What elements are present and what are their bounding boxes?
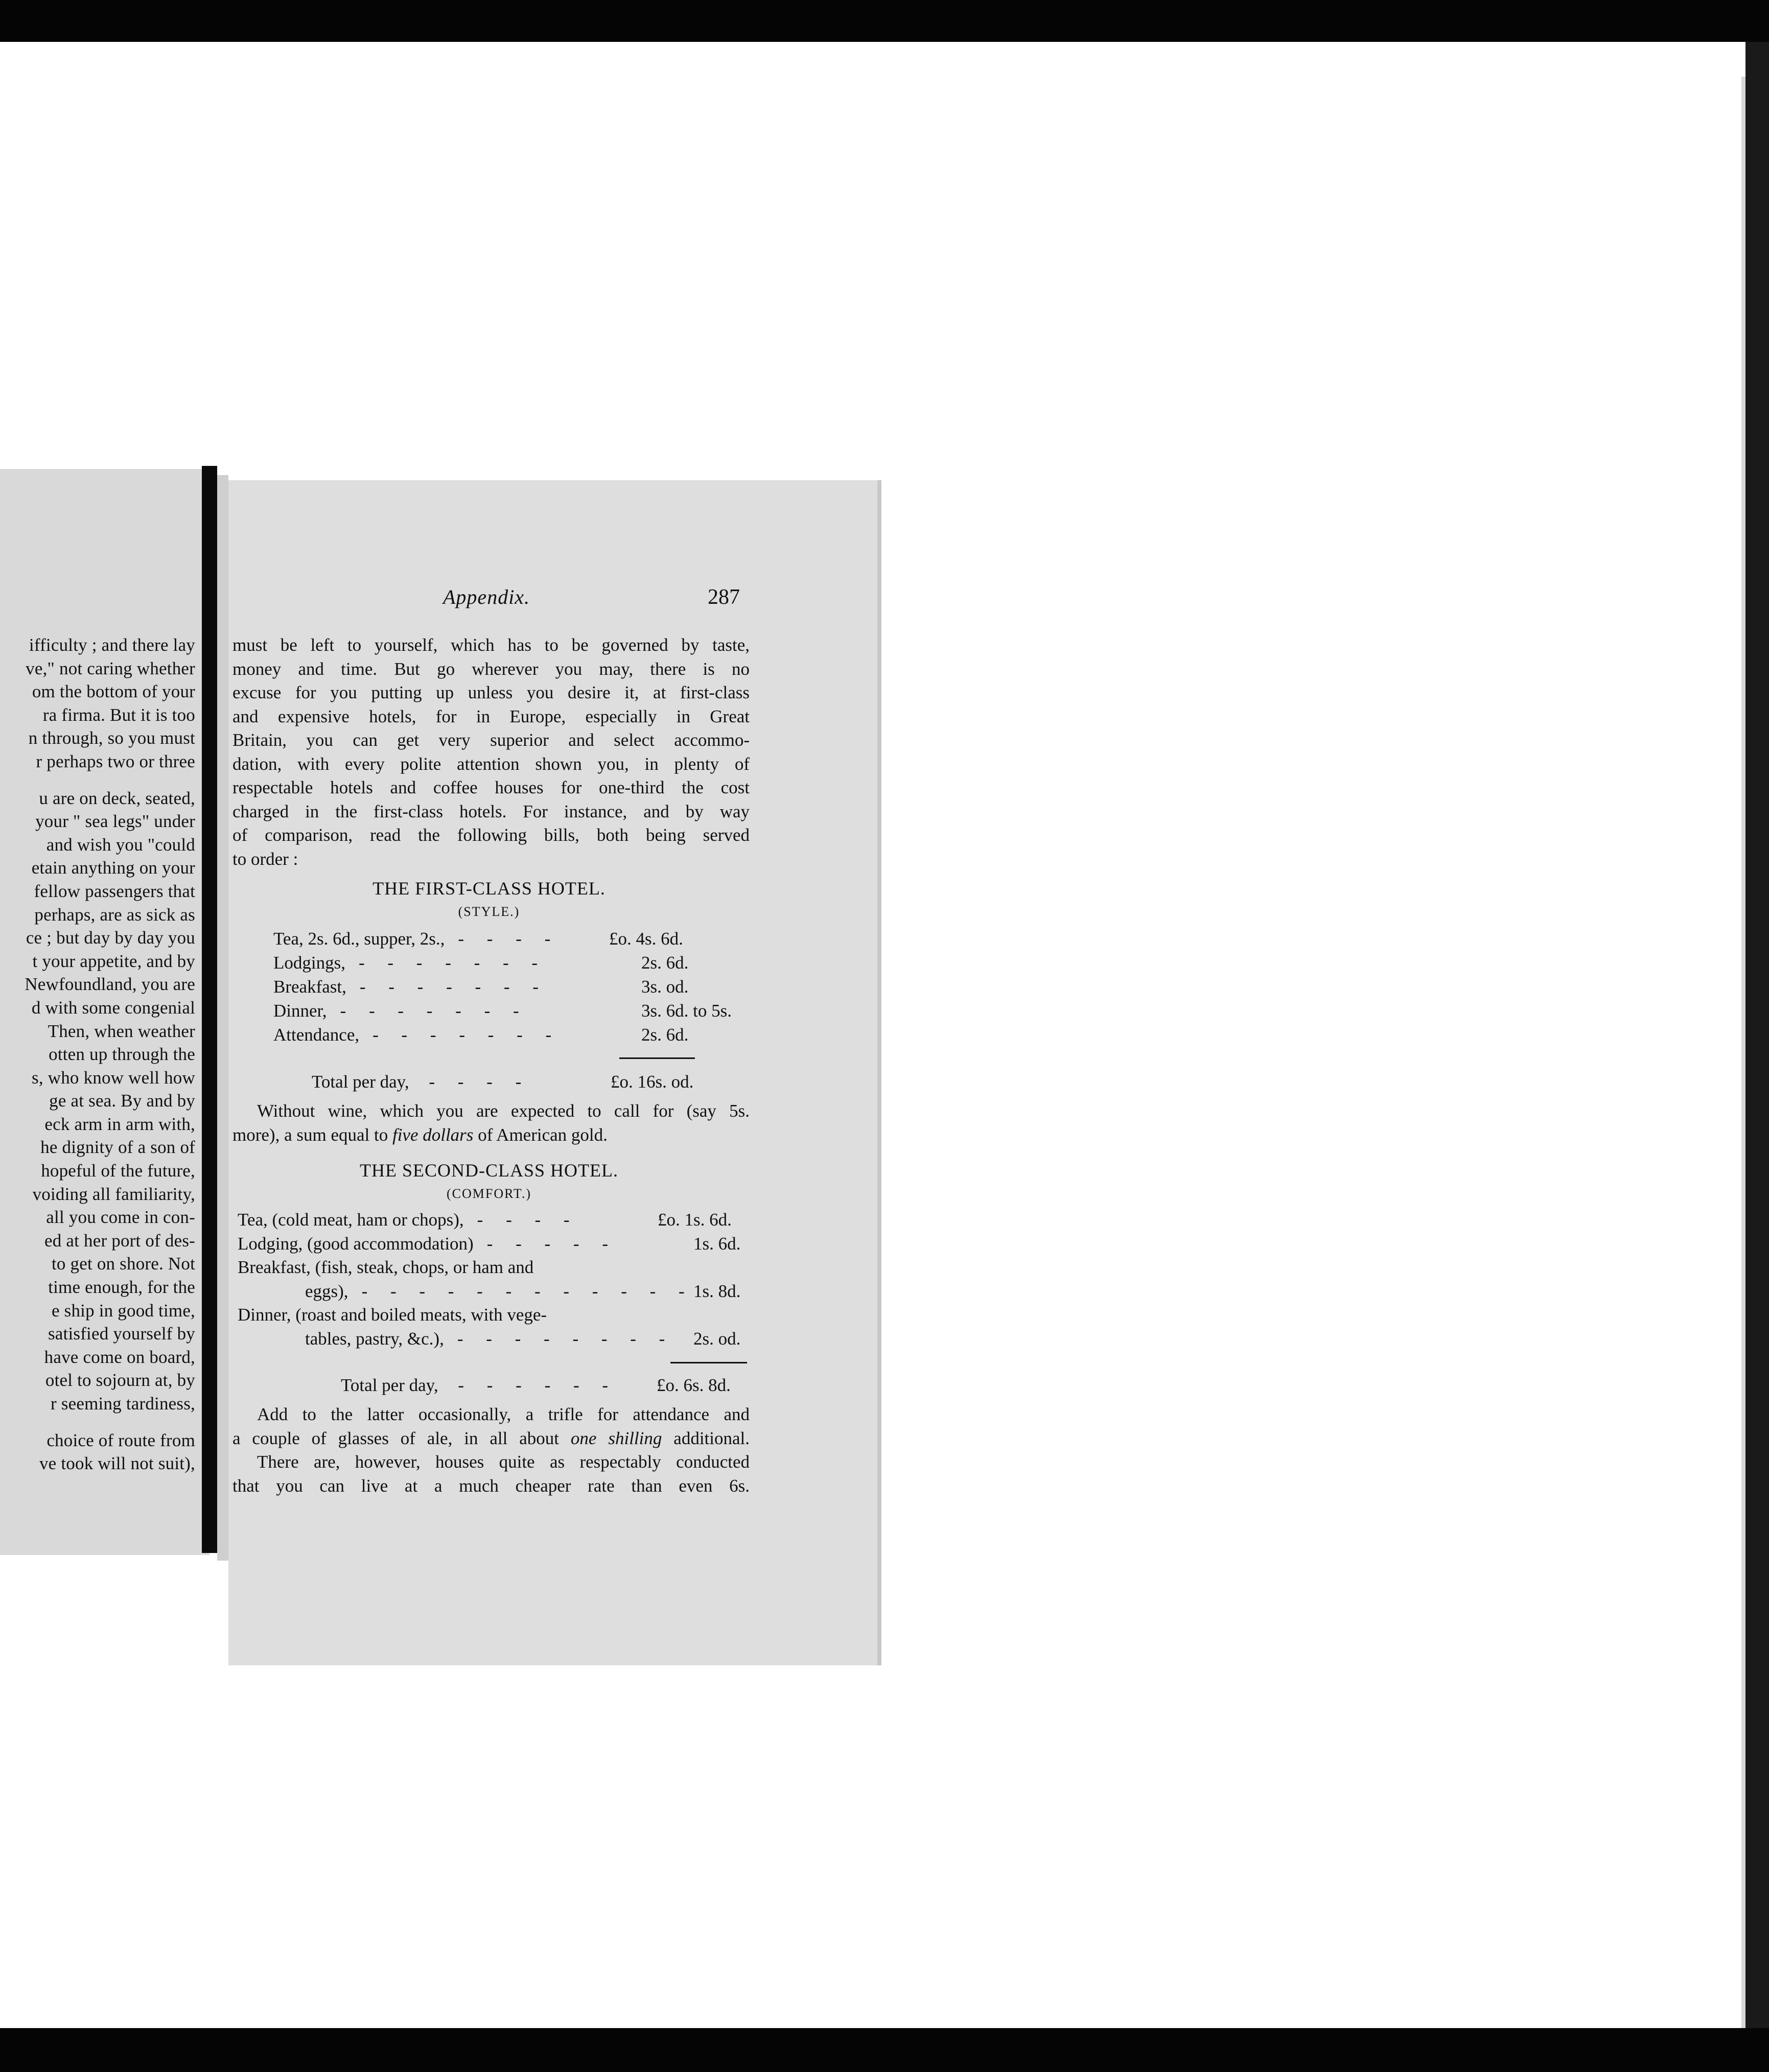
paragraph-gap	[0, 773, 195, 787]
bill-amount: 3s. od.	[641, 977, 689, 997]
left-page-line: om the bottom of your	[32, 681, 195, 702]
second-class-total-amount: £o. 6s. 8d.	[657, 1375, 731, 1395]
left-page-line: to get on shore. Not	[51, 1254, 195, 1274]
left-page-line: otel to sojourn at, by	[45, 1370, 195, 1391]
bill-amount: 1s. 8d.	[693, 1281, 741, 1301]
running-head	[228, 585, 750, 616]
left-page-line: ra firma. But it is too	[42, 704, 195, 725]
left-page-line: ve," not caring whether	[26, 658, 195, 678]
scan-border-right	[1745, 42, 1769, 2028]
bill-item: Breakfast, - - - - - - -	[273, 977, 548, 997]
left-page	[0, 469, 210, 1555]
bill-amount: 2s. 6d.	[641, 1025, 689, 1045]
bill-amount: 2s. od.	[693, 1328, 741, 1349]
left-page-line: your " sea legs" under	[35, 811, 195, 832]
scan-border-bottom	[0, 2028, 1769, 2072]
right-page	[228, 480, 881, 1665]
intro-paragraph	[232, 633, 750, 871]
closing-line-3: There are, however, houses quite as respectably conducted	[257, 1452, 750, 1472]
intro-line: money and time. But go wherever you may, there is no	[232, 658, 750, 679]
left-page-line: voiding all familiarity,	[32, 1184, 195, 1204]
left-page-line: etain anything on your	[31, 858, 195, 878]
left-page-line: choice of route from	[46, 1430, 195, 1450]
bill-amount: 2s. 6d.	[641, 953, 689, 973]
bill-item: Breakfast, (fish, steak, chops, or ham and	[238, 1257, 534, 1277]
left-page-line: t your appetite, and by	[32, 951, 195, 971]
left-page-line: otten up through the	[49, 1044, 195, 1065]
left-page-line: satisfied yourself by	[48, 1324, 195, 1344]
left-page-line: have come on board,	[44, 1347, 195, 1367]
left-page-text	[0, 633, 195, 1475]
left-page-line: ce ; but day by day you	[26, 928, 195, 948]
left-page-line: r seeming tardiness,	[51, 1394, 195, 1414]
bill-item: eggs), - - - - - - - - - - - -	[305, 1281, 694, 1301]
left-page-line: hopeful of the future,	[41, 1161, 195, 1181]
left-page-line: ve took will not suit),	[39, 1453, 195, 1474]
left-page-line: s, who know well how	[32, 1067, 195, 1088]
bill-item: Dinner, - - - - - - -	[273, 1001, 528, 1021]
left-page-line: he dignity of a son of	[40, 1137, 195, 1158]
intro-line: of comparison, read the following bills, both being served	[232, 825, 750, 845]
scan-border-right-edge	[1741, 77, 1745, 2028]
left-page-line: ge at sea. By and by	[49, 1091, 195, 1111]
closing-line-1: Add to the latter occasionally, a trifle for attendance and	[257, 1404, 750, 1424]
second-class-total-label: Total per day, - - - - - -	[341, 1375, 618, 1395]
left-page-line: d with some congenial	[31, 997, 195, 1018]
left-page-line: u are on deck, seated,	[39, 788, 195, 808]
intro-line: must be left to yourself, which has to be governed by taste,	[232, 635, 750, 655]
bill-amount: £o. 4s. 6d.	[609, 929, 683, 949]
second-class-total-rule	[670, 1362, 747, 1363]
intro-line: and expensive hotels, for in Europe, especially in Great	[232, 706, 750, 726]
page-number: 287	[708, 585, 740, 609]
scan-border-top	[0, 0, 1769, 42]
left-page-line: and wish you "could	[46, 834, 195, 855]
left-page-line: r perhaps two or three	[36, 751, 195, 771]
bill-amount: 1s. 6d.	[693, 1233, 741, 1254]
first-class-total-label: Total per day, - - - -	[312, 1072, 531, 1092]
intro-line: excuse for you putting up unless you desire it, at first-class	[232, 682, 750, 702]
left-page-line: all you come in con-	[46, 1207, 195, 1228]
intro-line: Britain, you can get very superior and select accommo-	[232, 730, 750, 750]
book-binding	[202, 466, 217, 1553]
closing-paragraph	[232, 1403, 750, 1498]
wine-note-line-1: Without wine, which you are expected to call for (say 5s.	[257, 1101, 750, 1121]
bill-item: Dinner, (roast and boiled meats, with vege-	[238, 1305, 547, 1325]
left-page-line: ed at her port of des-	[44, 1230, 195, 1251]
first-class-total-rule	[619, 1057, 695, 1059]
running-head-title: Appendix.	[443, 585, 530, 608]
bill-item: Attendance, - - - - - - -	[273, 1025, 561, 1045]
left-page-line: fellow passengers that	[34, 881, 195, 901]
paragraph-gap	[0, 1416, 195, 1429]
closing-line-2: a couple of glasses of ale, in all about one shilling additional.	[232, 1428, 750, 1448]
bill-amount: 3s. 6d. to 5s.	[641, 1001, 732, 1021]
left-page-line: eck arm in arm with,	[44, 1114, 195, 1134]
first-class-title: THE FIRST-CLASS HOTEL.	[373, 878, 606, 899]
first-class-total-amount: £o. 16s. od.	[611, 1072, 694, 1092]
binding-shadow	[217, 475, 228, 1561]
intro-line: dation, with every polite attention shown you, in plenty of	[232, 754, 750, 774]
wine-note-line-2: more), a sum equal to five dollars of American gold.	[232, 1124, 608, 1145]
bill-item: Tea, (cold meat, ham or chops), - - - -	[238, 1210, 579, 1230]
bill-item: Lodging, (good accommodation) - - - - -	[238, 1233, 617, 1254]
closing-line-4: that you can live at a much cheaper rate than even 6s.	[232, 1475, 750, 1496]
bill-item: Lodgings, - - - - - - -	[273, 953, 547, 973]
left-page-line: ifficulty ; and there lay	[29, 635, 195, 655]
wine-note	[232, 1099, 750, 1147]
first-class-subtitle: (STYLE.)	[458, 904, 520, 919]
second-class-title: THE SECOND-CLASS HOTEL.	[360, 1160, 618, 1181]
second-class-subtitle: (COMFORT.)	[446, 1186, 532, 1201]
bill-amount: £o. 1s. 6d.	[658, 1210, 732, 1230]
intro-line: charged in the first-class hotels. For instance, and by way	[232, 801, 750, 821]
bill-item: Tea, 2s. 6d., supper, 2s., - - - -	[273, 929, 560, 949]
left-page-line: perhaps, are as sick as	[34, 904, 195, 925]
left-page-line: e ship in good time,	[51, 1300, 195, 1321]
left-page-line: time enough, for the	[48, 1277, 195, 1298]
left-page-line: n through, so you must	[28, 728, 195, 748]
left-page-line: Then, when weather	[48, 1021, 195, 1041]
intro-line: respectable hotels and coffee houses for one-third the cost	[232, 778, 750, 797]
intro-line: to order :	[232, 849, 298, 869]
bill-item: tables, pastry, &c.), - - - - - - - -	[305, 1328, 674, 1349]
left-page-line: Newfoundland, you are	[25, 974, 195, 995]
